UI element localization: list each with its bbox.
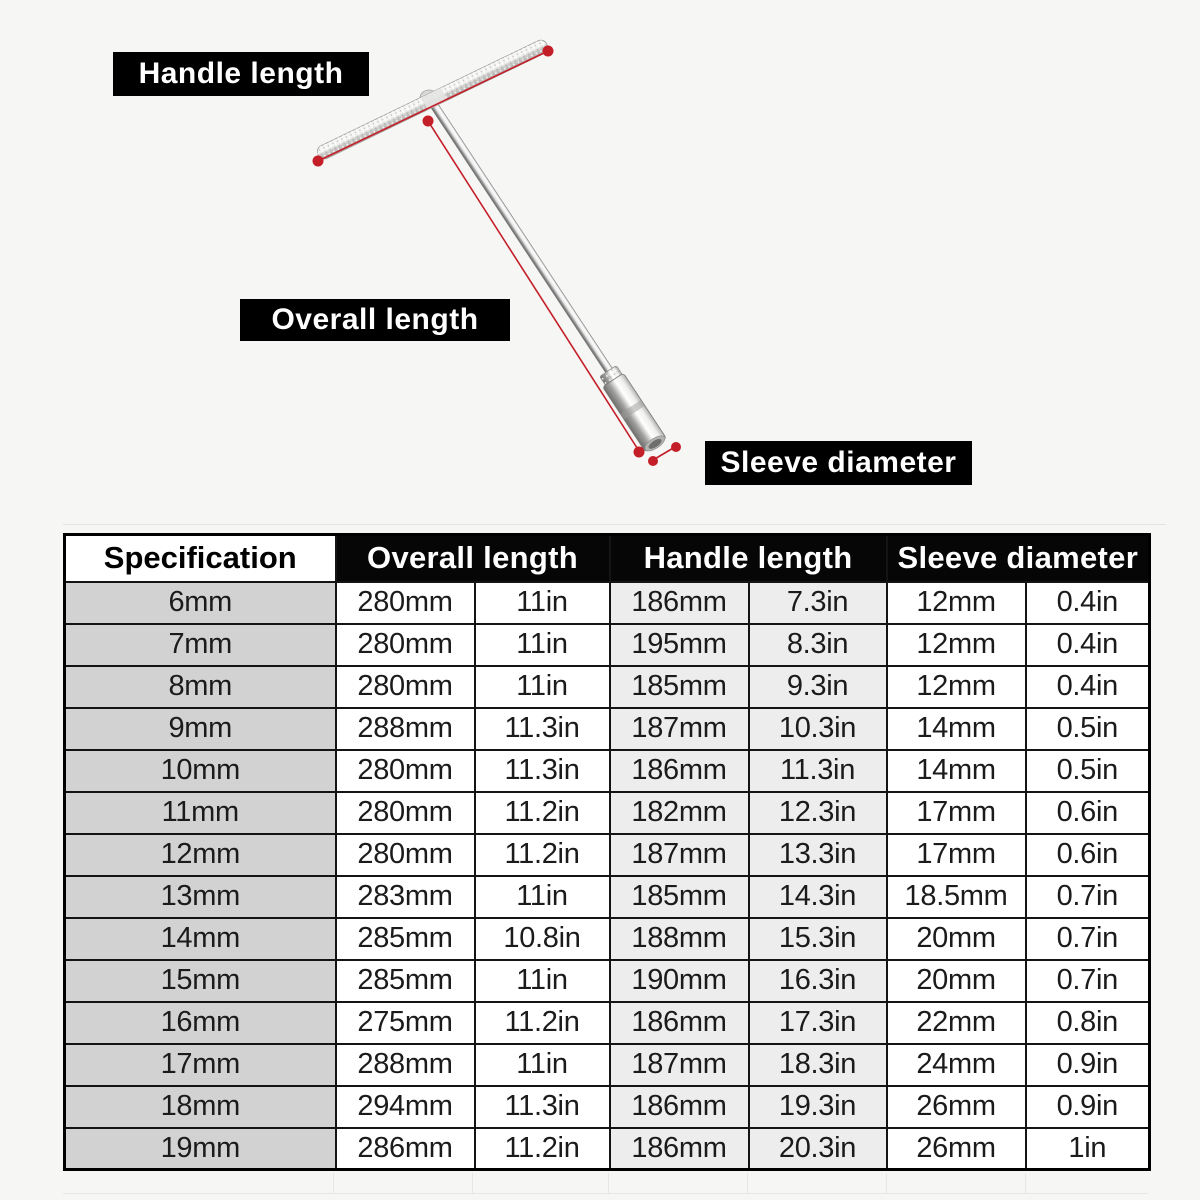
table-row <box>65 876 1150 918</box>
handle-in-cell: 13.3in <box>749 834 887 876</box>
socket-sleeve <box>603 373 668 454</box>
overall-mm-cell: 275mm <box>336 1002 475 1044</box>
table-row <box>65 624 1150 666</box>
sleeve-mm-cell: 24mm <box>887 1044 1026 1086</box>
handle-in-cell: 14.3in <box>749 876 887 918</box>
table-row <box>65 918 1150 960</box>
sleeve-mm-cell: 18.5mm <box>887 876 1026 918</box>
overall-mm-cell: 285mm <box>336 960 475 1002</box>
sleeve-mm-cell: 12mm <box>887 582 1026 624</box>
overall-length-header: Overall length <box>336 535 610 582</box>
table-header-row <box>65 535 1150 582</box>
overall-length-dot-top <box>423 116 434 127</box>
overall-mm-cell: 280mm <box>336 624 475 666</box>
table-row <box>65 1044 1150 1086</box>
handle-in-cell: 19.3in <box>749 1086 887 1128</box>
spec-cell: 10mm <box>65 750 336 792</box>
sleeve-mm-cell: 12mm <box>887 624 1026 666</box>
overall-mm-cell: 288mm <box>336 1044 475 1086</box>
overall-mm-cell: 288mm <box>336 708 475 750</box>
sleeve-in-cell: 0.9in <box>1026 1086 1150 1128</box>
overall-mm-cell: 280mm <box>336 792 475 834</box>
spec-cell: 11mm <box>65 792 336 834</box>
spec-cell: 19mm <box>65 1128 336 1170</box>
table-row <box>65 792 1150 834</box>
handle-mm-cell: 186mm <box>610 1002 749 1044</box>
overall-mm-cell: 285mm <box>336 918 475 960</box>
overall-in-cell: 11.2in <box>475 792 610 834</box>
sleeve-in-cell: 0.4in <box>1026 666 1150 708</box>
spec-cell: 14mm <box>65 918 336 960</box>
handle-in-cell: 18.3in <box>749 1044 887 1086</box>
handle-mm-cell: 185mm <box>610 876 749 918</box>
faint-grid-line-top <box>63 524 1166 525</box>
overall-mm-cell: 294mm <box>336 1086 475 1128</box>
sleeve-mm-cell: 20mm <box>887 960 1026 1002</box>
sleeve-mm-cell: 12mm <box>887 666 1026 708</box>
faint-grid-row-bottom <box>63 1173 1148 1194</box>
sleeve-diameter-dot-right <box>671 442 681 452</box>
overall-in-cell: 11in <box>475 666 610 708</box>
overall-in-cell: 11.2in <box>475 834 610 876</box>
handle-in-cell: 16.3in <box>749 960 887 1002</box>
overall-length-label: Overall length <box>240 299 510 341</box>
sleeve-in-cell: 0.5in <box>1026 750 1150 792</box>
sleeve-in-cell: 0.4in <box>1026 582 1150 624</box>
sleeve-mm-cell: 17mm <box>887 792 1026 834</box>
handle-length-label: Handle length <box>113 52 369 96</box>
overall-in-cell: 11in <box>475 582 610 624</box>
table-row <box>65 1086 1150 1128</box>
overall-mm-cell: 280mm <box>336 666 475 708</box>
spec-table-section <box>63 533 1148 1171</box>
handle-mm-cell: 188mm <box>610 918 749 960</box>
handle-mm-cell: 195mm <box>610 624 749 666</box>
spec-table-body <box>65 582 1150 1170</box>
handle-mm-cell: 186mm <box>610 582 749 624</box>
sleeve-in-cell: 0.8in <box>1026 1002 1150 1044</box>
handle-in-cell: 11.3in <box>749 750 887 792</box>
overall-in-cell: 11.3in <box>475 708 610 750</box>
spec-cell: 6mm <box>65 582 336 624</box>
handle-mm-cell: 187mm <box>610 834 749 876</box>
handle-mm-cell: 187mm <box>610 708 749 750</box>
sleeve-in-cell: 1in <box>1026 1128 1150 1170</box>
sleeve-mm-cell: 14mm <box>887 708 1026 750</box>
spec-cell: 13mm <box>65 876 336 918</box>
handle-length-dot-left <box>313 156 324 167</box>
sleeve-in-cell: 0.7in <box>1026 918 1150 960</box>
handle-mm-cell: 182mm <box>610 792 749 834</box>
handle-in-cell: 17.3in <box>749 1002 887 1044</box>
handle-in-cell: 20.3in <box>749 1128 887 1170</box>
table-row <box>65 834 1150 876</box>
handle-in-cell: 8.3in <box>749 624 887 666</box>
sleeve-in-cell: 0.7in <box>1026 876 1150 918</box>
sleeve-mm-cell: 26mm <box>887 1128 1026 1170</box>
specification-header: Specification <box>65 535 336 582</box>
handle-in-cell: 10.3in <box>749 708 887 750</box>
spec-table <box>63 533 1151 1171</box>
overall-in-cell: 11in <box>475 876 610 918</box>
overall-mm-cell: 280mm <box>336 750 475 792</box>
sleeve-in-cell: 0.7in <box>1026 960 1150 1002</box>
spec-cell: 12mm <box>65 834 336 876</box>
table-row <box>65 582 1150 624</box>
spec-cell: 7mm <box>65 624 336 666</box>
overall-in-cell: 11in <box>475 1044 610 1086</box>
overall-in-cell: 11.2in <box>475 1002 610 1044</box>
product-diagram-section <box>0 0 1200 533</box>
overall-in-cell: 11in <box>475 960 610 1002</box>
sleeve-diameter-label: Sleeve diameter <box>705 441 972 485</box>
sleeve-in-cell: 0.4in <box>1026 624 1150 666</box>
sleeve-in-cell: 0.6in <box>1026 834 1150 876</box>
handle-in-cell: 12.3in <box>749 792 887 834</box>
table-row <box>65 960 1150 1002</box>
overall-in-cell: 11in <box>475 624 610 666</box>
handle-mm-cell: 187mm <box>610 1044 749 1086</box>
spec-cell: 18mm <box>65 1086 336 1128</box>
overall-in-cell: 11.3in <box>475 1086 610 1128</box>
overall-in-cell: 10.8in <box>475 918 610 960</box>
handle-mm-cell: 186mm <box>610 750 749 792</box>
table-row <box>65 1128 1150 1170</box>
handle-mm-cell: 185mm <box>610 666 749 708</box>
sleeve-in-cell: 0.6in <box>1026 792 1150 834</box>
overall-in-cell: 11.3in <box>475 750 610 792</box>
handle-mm-cell: 186mm <box>610 1128 749 1170</box>
spec-cell: 17mm <box>65 1044 336 1086</box>
overall-in-cell: 11.2in <box>475 1128 610 1170</box>
table-row <box>65 708 1150 750</box>
sleeve-mm-cell: 26mm <box>887 1086 1026 1128</box>
handle-in-cell: 9.3in <box>749 666 887 708</box>
handle-in-cell: 7.3in <box>749 582 887 624</box>
overall-mm-cell: 283mm <box>336 876 475 918</box>
sleeve-mm-cell: 20mm <box>887 918 1026 960</box>
table-row <box>65 666 1150 708</box>
overall-mm-cell: 280mm <box>336 582 475 624</box>
table-row <box>65 1002 1150 1044</box>
sleeve-mm-cell: 17mm <box>887 834 1026 876</box>
sleeve-in-cell: 0.9in <box>1026 1044 1150 1086</box>
handle-mm-cell: 190mm <box>610 960 749 1002</box>
spec-cell: 8mm <box>65 666 336 708</box>
sleeve-diameter-header: Sleeve diameter <box>887 535 1150 582</box>
overall-mm-cell: 286mm <box>336 1128 475 1170</box>
spec-cell: 15mm <box>65 960 336 1002</box>
handle-mm-cell: 186mm <box>610 1086 749 1128</box>
handle-length-dot-right <box>543 46 554 57</box>
handle-length-header: Handle length <box>610 535 887 582</box>
overall-length-dot-bottom <box>634 447 645 458</box>
table-row <box>65 750 1150 792</box>
spec-cell: 9mm <box>65 708 336 750</box>
overall-mm-cell: 280mm <box>336 834 475 876</box>
sleeve-in-cell: 0.5in <box>1026 708 1150 750</box>
handle-in-cell: 15.3in <box>749 918 887 960</box>
sleeve-mm-cell: 14mm <box>887 750 1026 792</box>
overall-length-line <box>428 121 639 451</box>
sleeve-diameter-dot-left <box>648 456 658 466</box>
spec-cell: 16mm <box>65 1002 336 1044</box>
sleeve-mm-cell: 22mm <box>887 1002 1026 1044</box>
